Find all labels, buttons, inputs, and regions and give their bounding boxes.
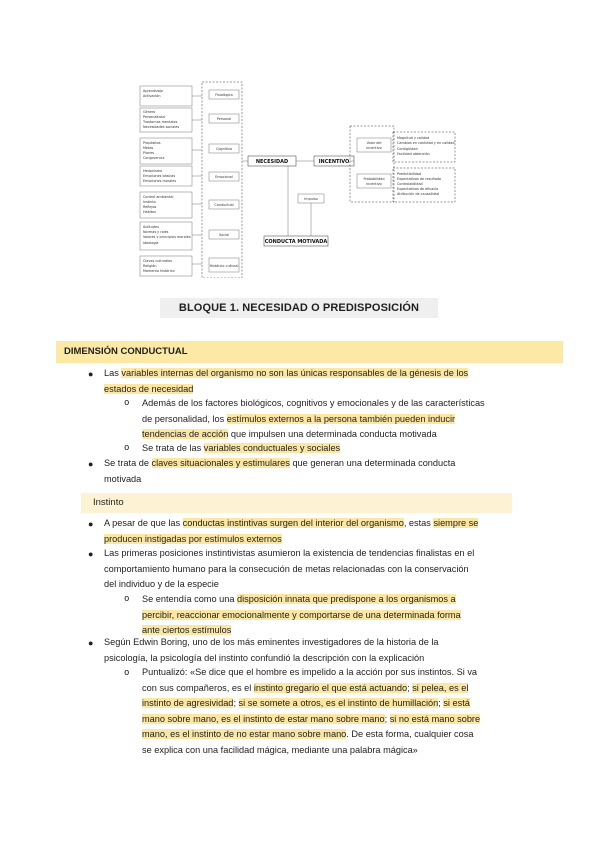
diag-text: Expectativas de resultado [397, 177, 442, 181]
diag-necesidad: NECESIDAD [255, 159, 289, 165]
diag-text: Activación [143, 94, 161, 98]
diag-text: Histórico cultural [209, 264, 239, 268]
diag-text: Personal [216, 117, 232, 121]
diag-text: Atribución de causalidad [397, 192, 439, 196]
diag-text: Contigüidad [397, 147, 418, 151]
bullet-disc: ● [88, 519, 94, 529]
bullet-circle: o [124, 443, 130, 453]
diag-text: Necesidades sociales [143, 125, 180, 129]
diag-text: Predictibilidad [397, 172, 421, 176]
diag-text: Ideología [143, 241, 159, 245]
diag-text: Hedonismo [143, 169, 163, 173]
diag-text: incentivo [366, 146, 382, 150]
diag-text: Trastornos mentales [143, 120, 178, 124]
diag-text: Emocional [215, 175, 233, 179]
diag-text: Valores y principios morales [143, 235, 191, 239]
diag-text: Género [143, 110, 156, 114]
diag-text: Emociones morales [143, 179, 177, 183]
diag-text: Congruencia [143, 156, 165, 160]
diag-text: Claves culturales [143, 259, 173, 263]
paragraph-primeras-posiciones: Las primeras posiciones instintivistas asumieron la existencia de tendencias finalistas en el comportamiento humano para la consecución de metas relacionadas con la conservación del individuo y de la especie [104, 548, 475, 589]
bullet-disc: ● [88, 549, 94, 559]
diag-text: Normas y roles [143, 230, 169, 234]
motivation-diagram [138, 78, 458, 278]
bullet-circle: o [124, 398, 130, 408]
diag-incentivo: INCENTIVO [318, 159, 350, 165]
block-title: BLOQUE 1. NECESIDAD O PREDISPOSICIÓN [160, 298, 438, 318]
paragraph-boring: Según Edwin Boring, uno de los más eminentes investigadores de la historia de la psicología, la psicología del instinto confundió la descripción con la explicación [104, 637, 439, 663]
diag-text: Reflejos [143, 205, 157, 209]
paragraph-conductas-instintivas: A pesar de que las conductas instintivas surgen del interior del organismo, estas siempre se producen instigadas por estímulos externos [104, 518, 479, 544]
diag-text: Aprendizaje [143, 89, 164, 93]
diag-text: Fisiológica [215, 93, 233, 97]
bullet-disc: ● [88, 459, 94, 469]
diag-text: Controlabilidad [397, 182, 423, 186]
diag-text: Momento histórico [143, 269, 175, 273]
diag-text: Conductual [214, 203, 234, 207]
paragraph-claves: Se trata de claves situacionales y estimulares que generan una determinada conducta motivada [104, 458, 456, 484]
diag-text: Cambios en cantidad y en calidad [397, 141, 455, 145]
diag-text: Actitudes [143, 225, 159, 229]
paragraph-variables-conductuales: Se trata de las variables conductuales y sociales [142, 443, 341, 453]
paragraph-disposicion-innata: Se entendía como una disposición innata que predispone a los organismos a percibir, reaccionar emocionalmente y comportarse de una determinada forma ante ciertos estímulos [142, 594, 461, 635]
diag-text: Facilidad obtención [397, 152, 430, 156]
diag-text: Religión [143, 264, 157, 268]
paragraph-variables: Las variables internas del organismo no son las únicas responsables de la génesis de los estados de necesidad [104, 368, 469, 394]
diag-text: Probabilidad [363, 177, 385, 181]
diag-text: Personalidad [143, 115, 165, 119]
bullet-disc: ● [88, 369, 94, 379]
diag-text: Hábitos [143, 210, 156, 214]
section-heading-instinto: Instinto [81, 493, 512, 513]
diag-text: Expectativas de eficacia [397, 187, 439, 191]
diag-text: Propósitos [143, 141, 161, 145]
section-heading-dimension: DIMENSIÓN CONDUCTUAL [56, 341, 563, 363]
diag-text: incentivo [366, 182, 382, 186]
bullet-disc: ● [88, 638, 94, 648]
diag-text: Valor del [366, 141, 382, 145]
paragraph-cita-boring: Puntualizó: «Se dice que el hombre es impelido a la acción por sus instintos. Si va con sus compañeros, es el instinto gregario el que está actuando; si pelea, es el instinto de agresividad; si se somete a otros, es el instinto de humillación; si está mano sobre mano, es el instinto de estar mano sobre mano; si no está mano sobre mano, es el instinto de no estar mano sobre mano. De esta forma, cualquier cosa se explica con una facilidad mágica, mediante una palabra mágica» [142, 667, 481, 755]
diag-text: Impulso [304, 197, 318, 201]
diag-text: Social [218, 233, 230, 237]
bullet-circle: o [124, 594, 130, 604]
diag-text: Control ambiental [143, 195, 174, 199]
diag-text: Planes [143, 151, 155, 155]
diag-text: Metas [143, 146, 154, 150]
diag-text: Instinto [143, 200, 156, 204]
bullet-circle: o [124, 668, 130, 678]
diag-text: Emociones básicas [143, 174, 176, 178]
paragraph-factores: Además de los factores biológicos, cognitivos y emocionales y de las características de personalidad, los estímulos externos a la persona también pueden inducir tendencias de acción que impulsen una determinada conducta motivada [142, 398, 485, 439]
diag-text: Cognitiva [215, 147, 233, 151]
diag-text: Magnitud y calidad [397, 136, 430, 140]
diag-conducta: CONDUCTA MOTIVADA [264, 239, 328, 245]
